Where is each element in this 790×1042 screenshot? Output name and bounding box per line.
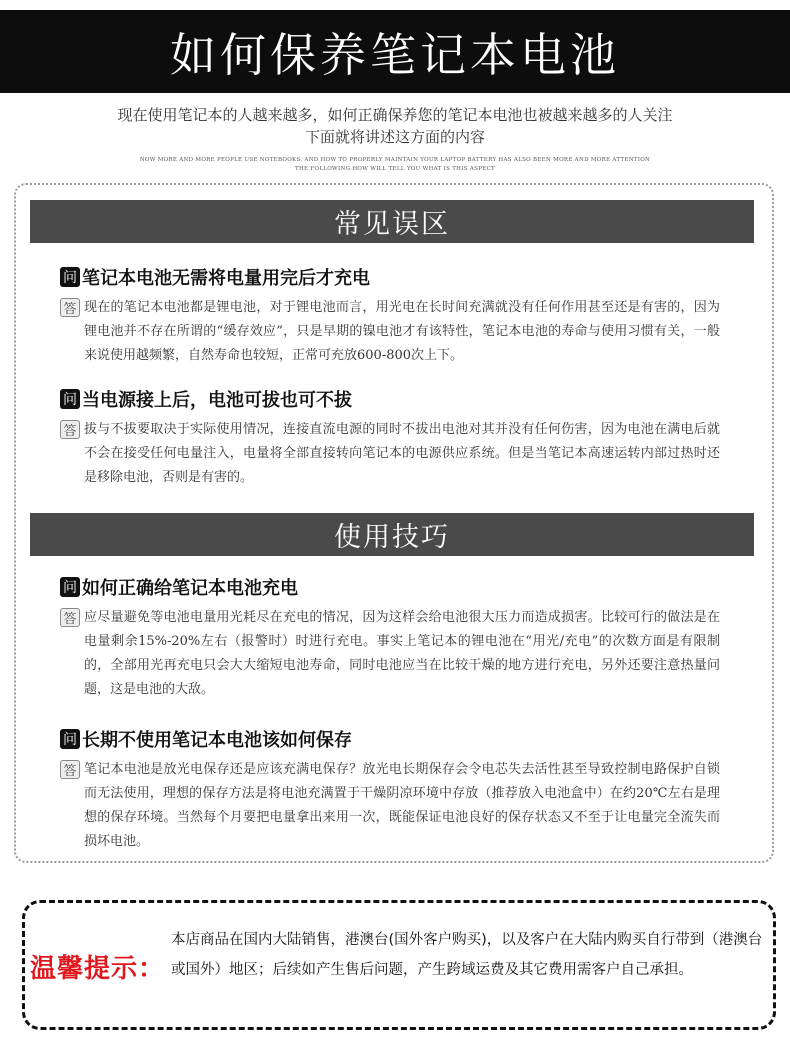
question-icon: 问	[60, 729, 80, 749]
question-icon: 问	[60, 267, 80, 287]
notice-text: 本店商品在国内大陆销售，港澳台(国外客户购买)，以及客户在大陆内购买自行带到（港澳台或国外）地区；后续如产生售后问题，产生跨域运费及其它费用需客户自己承担。	[171, 932, 763, 978]
question-text: 如何正确给笔记本电池充电	[82, 578, 298, 599]
question-text: 当电源接上后，电池可拔也可不拔	[82, 390, 352, 411]
answer-icon: 答	[60, 298, 80, 317]
answer-text: 应尽量避免等电池电量用光耗尽在充电的情况，因为这样会给电池很大压力而造成损害。比较可行的做法是在电量剩余15%-20%左右（报警时）时进行充电。事实上笔记本的锂电池在“用光/充电”的次数方面是有限制的，全部用光再充电只会大大缩短电池寿命，同时电池应当在比较干燥的地方进行充电，另外还要注意热量问题，这是电池的大敌。	[84, 610, 720, 697]
header-bar	[0, 10, 790, 93]
section-title-misconceptions: 常见误区	[30, 200, 754, 243]
question-text: 长期不使用笔记本电池该如何保存	[82, 730, 352, 751]
intro-line-2: 下面就将讲述这方面的内容	[304, 128, 485, 146]
intro-line-1: 现在使用笔记本的人越来越多，如何正确保养您的笔记本电池也被越来越多的人关注	[117, 106, 673, 124]
answer-text: 拔与不拔要取决于实际使用情况，连接直流电源的同时不拔出电池对其并没有任何伤害，因为电池在满电后就不会在接受任何电量注入，电量将全部直接转向笔记本的电源供应系统。但是当笔记本高速运转内部过热时还是移除电池，否则是有害的。	[84, 422, 720, 485]
qa-item-2	[60, 386, 720, 490]
qa-item-3	[60, 574, 720, 702]
answer-text: 现在的笔记本电池都是锂电池，对于锂电池而言，用光电在长时间充满就没有任何作用甚至还是有害的，因为锂电池并不存在所谓的“缓存效应”，只是早期的镍电池才有该特性，笔记本电池的寿命与使用习惯有关，一般来说使用越频繁，自然寿命也较短，正常可充放600-800次上下。	[84, 300, 720, 363]
intro-en-line-1: NOW MORE AND MORE PEOPLE USE NOTEBOOKS, AND HOW TO PROPERLY MAINTAIN YOUR LAPTOP BATTERY HAS ALSO BEEN MORE AND MORE ATTENTION	[139, 157, 651, 163]
answer-icon: 答	[60, 608, 80, 627]
answer-icon: 答	[60, 420, 80, 439]
header-banner	[0, 0, 790, 93]
section-title-tips: 使用技巧	[30, 513, 754, 556]
intro	[0, 104, 790, 174]
notice-label: 温馨提示：	[30, 954, 166, 984]
qa-item-1	[60, 264, 720, 368]
question-icon: 问	[60, 389, 80, 409]
qa-item-4	[60, 726, 720, 854]
intro-en-line-2: THE FOLLOWING HOW WILL TELL YOU WHAT IS THIS ASPECT	[294, 166, 495, 172]
page-title: 如何保养笔记本电池	[170, 27, 620, 82]
question-icon: 问	[60, 577, 80, 597]
notice-box	[22, 900, 776, 1030]
answer-icon: 答	[60, 760, 80, 779]
question-text: 笔记本电池无需将电量用完后才充电	[82, 268, 370, 289]
answer-text: 笔记本电池是放光电保存还是应该充满电保存？放光电长期保存会令电芯失去活性甚至导致控制电路保护自锁而无法使用，理想的保存方法是将电池充满置于干燥阴凉环境中存放（推荐放入电池盒中）在约20℃左右是理想的保存环境。当然每个月要把电量拿出来用一次，既能保证电池良好的保存状态又不至于让电量完全流失而损坏电池。	[84, 762, 720, 849]
